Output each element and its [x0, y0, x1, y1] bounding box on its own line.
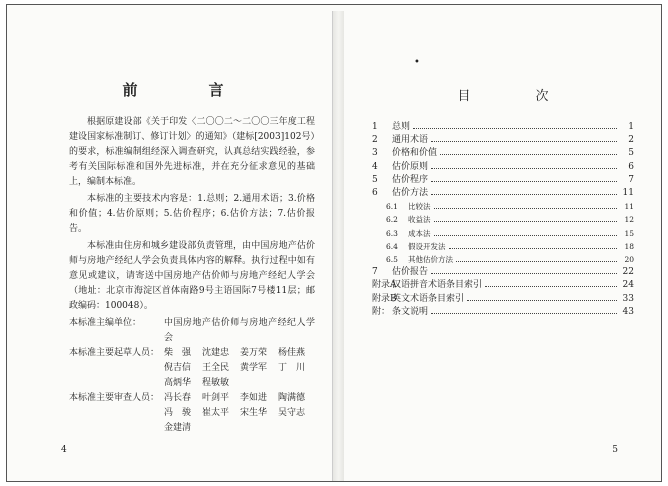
toc-entry-page: 18 — [624, 241, 634, 251]
toc-entry-title: 估价原则 — [392, 161, 429, 172]
person-name: 高炳华 — [164, 378, 192, 388]
preface-paragraph: 本标准的主要技术内容是：1.总则；2.通用术语；3.价格和价值；4.估价原则；5.估价程序；6.估价方法；7.估价报告。 — [69, 194, 315, 234]
toc-entry-number: 2 — [372, 135, 378, 146]
toc-entry-page: 20 — [624, 255, 634, 265]
editor-label: 本标准主编单位： — [69, 318, 142, 328]
toc-leader — [431, 140, 617, 142]
person-name: 丁 川 — [278, 363, 306, 373]
toc-leader — [431, 193, 617, 195]
toc-entry-number: 6.1 — [386, 202, 398, 212]
toc-entry — [372, 279, 634, 292]
reviewers — [69, 391, 315, 436]
toc-leader — [434, 220, 618, 222]
preface-paragraph: 根据原建设部《关于印发〈二〇〇二～二〇〇三年度工程建设国家标准制订、修订计划〉的通知》（建标[2003]102号）的要求，标准编制组经深入调查研究，认真总结实践经验，参考有关国际标准和国外先进标准，并在充分征求意见的基础上，编制本标准。 — [69, 117, 315, 187]
toc-page — [344, 11, 662, 481]
person-name: 倪吉信 — [164, 363, 192, 373]
toc-entry-number: 附录B — [372, 293, 397, 304]
toc-entry — [372, 121, 634, 134]
toc-entry — [372, 306, 634, 319]
toc-entry-title: 比较法 — [408, 202, 431, 212]
toc-entry-title: 总则 — [392, 122, 411, 132]
person-name: 程敏敏 — [202, 378, 230, 388]
person-name: 冯长春 — [164, 393, 192, 403]
toc-entry-number: 6.5 — [386, 255, 398, 265]
toc-entry-page: 22 — [622, 267, 634, 278]
book-gutter — [333, 11, 344, 481]
person-name: 杨佳燕 — [278, 348, 306, 358]
drafters-label: 本标准主要起草人员： — [69, 348, 160, 358]
toc-entry — [372, 240, 634, 253]
toc-entry-page: 1 — [628, 122, 634, 132]
toc-title: 目 次 — [457, 89, 575, 104]
toc-entry-page: 43 — [622, 306, 634, 317]
toc-entry — [372, 187, 634, 200]
toc-entry-number: 3 — [372, 148, 378, 159]
person-name: 李如进 — [240, 393, 268, 403]
toc-entry-page: 33 — [622, 293, 634, 304]
toc-leader — [431, 180, 617, 182]
toc-entry-number: 6.2 — [386, 215, 398, 225]
toc-list — [372, 121, 634, 319]
toc-entry-page: 7 — [628, 174, 634, 185]
toc-entry-page: 12 — [624, 215, 634, 225]
toc-entry — [372, 200, 634, 213]
toc-entry-number: 6.3 — [386, 228, 398, 238]
toc-entry-page: 11 — [622, 188, 634, 199]
reviewers-label: 本标准主要审查人员： — [69, 393, 160, 403]
book-spread — [6, 4, 662, 482]
toc-entry — [372, 161, 634, 174]
toc-entry-title: 成本法 — [408, 228, 431, 238]
person-name: 金建清 — [164, 423, 192, 433]
toc-entry-page: 2 — [628, 135, 634, 146]
toc-entry-number: 附： — [372, 306, 391, 317]
person-name: 陶满德 — [278, 393, 306, 403]
person-name: 叶剑平 — [202, 393, 230, 403]
person-name: 崔太平 — [202, 408, 230, 418]
person-name: 宋生华 — [240, 408, 268, 418]
toc-entry-title: 汉语拼音术语条目索引 — [392, 280, 483, 291]
person-name: 吴守志 — [278, 408, 306, 418]
drafters-names — [164, 346, 314, 391]
editor-unit — [69, 316, 315, 346]
toc-entry-number: 5 — [372, 174, 378, 185]
staff-list — [69, 316, 315, 436]
toc-entry-title: 估价程序 — [392, 174, 429, 185]
toc-entry-page: 24 — [622, 280, 634, 291]
toc-entry-number: 6 — [372, 188, 378, 199]
toc-entry-page: 11 — [624, 202, 634, 212]
preface-body — [69, 115, 315, 436]
toc-leader — [449, 247, 618, 249]
toc-entry-title: 英文术语条目索引 — [392, 293, 465, 304]
drafters — [69, 346, 315, 391]
toc-entry — [372, 253, 634, 266]
toc-entry-number: 4 — [372, 161, 378, 172]
toc-leader — [431, 312, 617, 314]
preface-title: 前 言 — [122, 81, 252, 99]
toc-entry — [372, 213, 634, 226]
toc-entry-number: 7 — [372, 267, 378, 278]
toc-entry-title: 价格和价值 — [392, 148, 438, 159]
toc-entry-title: 估价方法 — [392, 188, 429, 199]
page-number: 4 — [61, 445, 67, 455]
toc-entry-title: 条文说明 — [392, 306, 429, 317]
toc-entry-page: 6 — [628, 161, 634, 172]
toc-entry — [372, 147, 634, 160]
toc-entry-title: 假设开发法 — [408, 241, 446, 251]
toc-entry-number: 1 — [372, 122, 378, 132]
toc-leader — [431, 272, 617, 274]
person-name: 姜万荣 — [240, 348, 268, 358]
toc-entry-page: 5 — [628, 148, 634, 159]
reviewers-names — [164, 391, 314, 436]
toc-entry — [372, 174, 634, 187]
toc-entry-title: 收益法 — [408, 215, 431, 225]
person-name: 沈建忠 — [202, 348, 230, 358]
preface-paragraph: 本标准由住房和城乡建设部负责管理，由中国房地产估价师与房地产经纪人学会负责具体内容的解释。执行过程中如有意见或建议，请寄送中国房地产估价师与房地产经纪人学会（地址：北京市海淀区首体南路9号主语国际7号楼11层；邮政编码：100048）。 — [69, 241, 315, 311]
toc-entry-number: 6.4 — [386, 241, 398, 251]
page-number: 5 — [612, 445, 618, 455]
toc-entry — [372, 266, 634, 279]
toc-leader — [440, 153, 617, 155]
person-name: 王全民 — [202, 363, 230, 373]
dot-mark: • — [414, 57, 420, 68]
toc-entry-title: 通用术语 — [392, 135, 429, 146]
editor-value: 中国房地产估价师与房地产经纪人学会 — [164, 318, 315, 343]
toc-entry — [372, 134, 634, 147]
toc-leader — [434, 234, 618, 236]
toc-leader — [456, 260, 617, 262]
toc-entry — [372, 293, 634, 306]
toc-entry-number: 附录A — [372, 280, 397, 291]
person-name: 冯 骏 — [164, 408, 192, 418]
toc-entry-page: 15 — [624, 228, 634, 238]
preface-page — [13, 11, 333, 481]
toc-leader — [485, 285, 617, 287]
toc-leader — [413, 127, 617, 129]
toc-leader — [467, 299, 617, 301]
toc-leader — [434, 207, 618, 209]
toc-entry-title: 估价报告 — [392, 267, 429, 278]
toc-entry-title: 其他估价方法 — [408, 255, 453, 265]
toc-entry — [372, 227, 634, 240]
person-name: 柴 强 — [164, 348, 192, 358]
person-name: 黄学军 — [240, 363, 268, 373]
toc-leader — [431, 167, 617, 169]
